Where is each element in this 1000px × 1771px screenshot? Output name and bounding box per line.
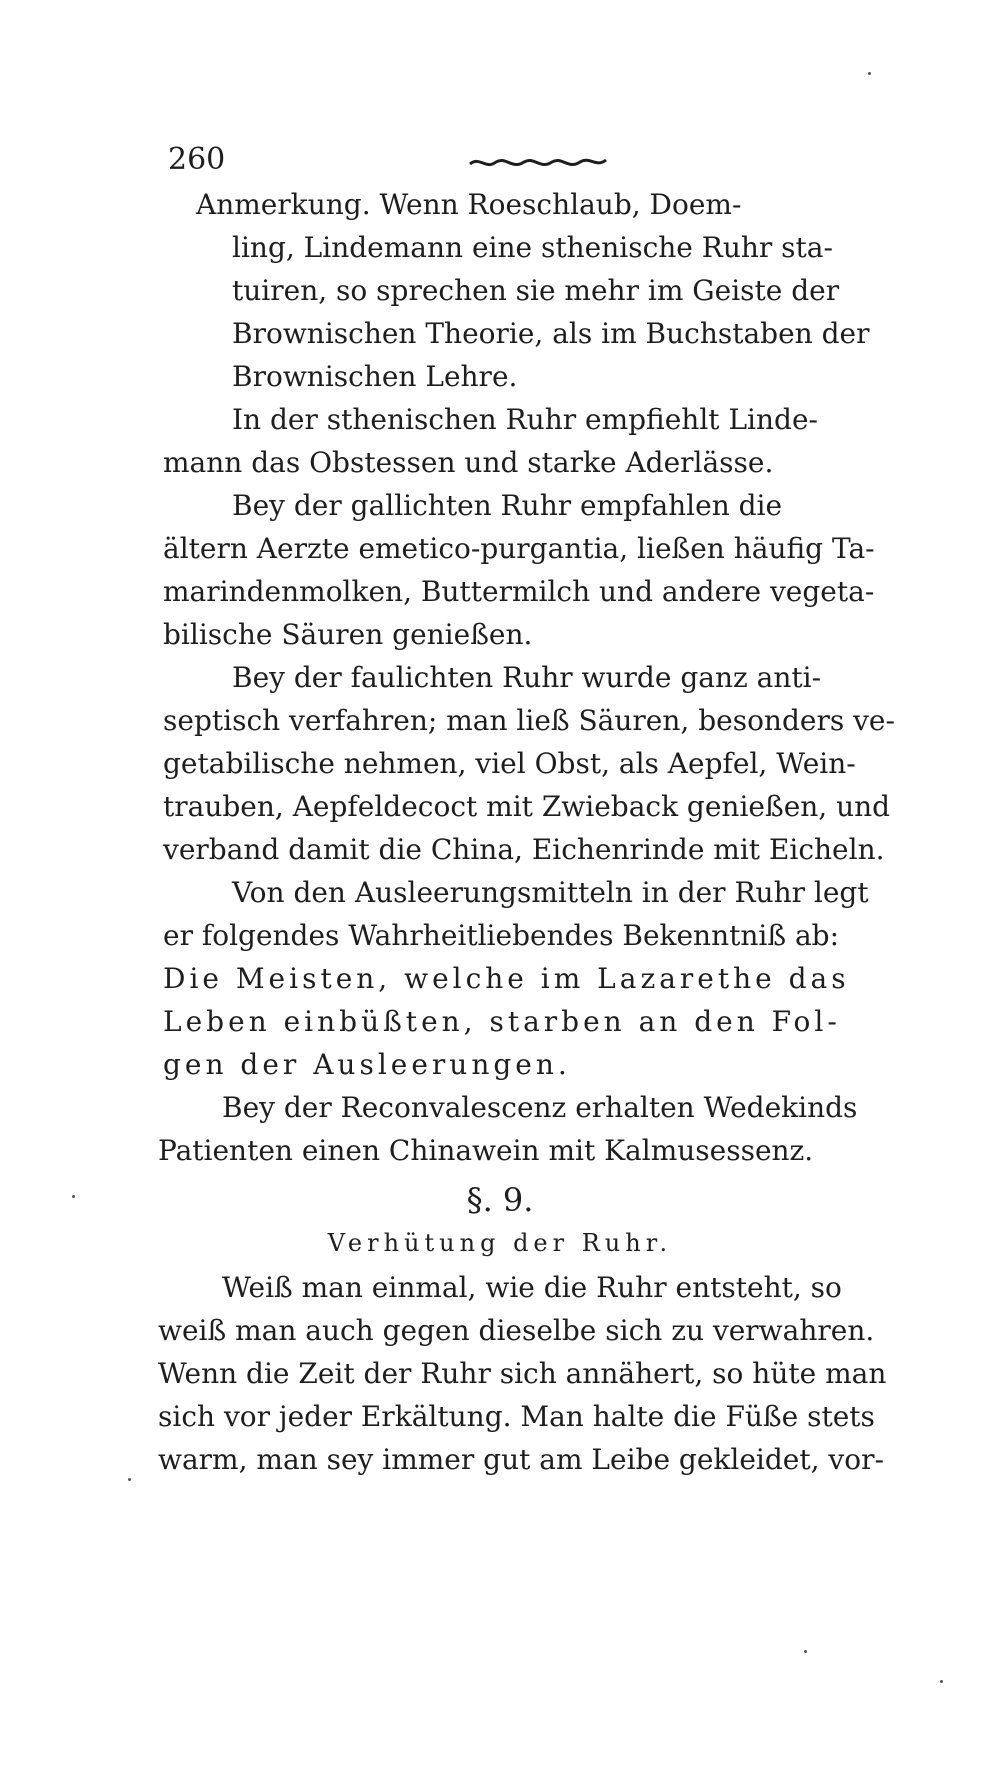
section-heading: Verhütung der Ruhr. bbox=[327, 1229, 673, 1257]
text-line-22: Bey der Reconvalescenz erhalten Wedekinds bbox=[222, 1091, 858, 1124]
paper-speck bbox=[128, 1478, 131, 1481]
text-line-20: Leben einbüßten, starben an den Fol- bbox=[163, 1005, 841, 1038]
paper-speck bbox=[72, 1195, 75, 1198]
text-line-5: Brownischen Lehre. bbox=[232, 360, 518, 393]
paper-speck bbox=[868, 72, 871, 75]
text-line-6: In der sthenischen Ruhr empfiehlt Linde- bbox=[232, 403, 818, 436]
text-line-9: ältern Aerzte emetico-purgantia, ließen häufig Ta- bbox=[163, 532, 875, 565]
text-line-1: Anmerkung. Wenn Roeschlaub, Doem- bbox=[196, 188, 742, 221]
text-line-26: Wenn die Zeit der Ruhr sich annähert, so hüte man bbox=[158, 1357, 887, 1390]
text-line-24: Weiß man einmal, wie die Ruhr entsteht, so bbox=[222, 1271, 842, 1304]
text-line-16: verband damit die China, Eichenrinde mit Eicheln. bbox=[163, 833, 885, 866]
text-line-2: ling, Lindemann eine sthenische Ruhr sta- bbox=[232, 231, 833, 264]
text-line-10: marindenmolken, Buttermilch und andere vegeta- bbox=[163, 575, 875, 608]
section-number: §. 9. bbox=[466, 1181, 534, 1219]
text-line-18: er folgendes Wahrheitliebendes Bekenntniß ab: bbox=[163, 919, 840, 952]
header-ornament bbox=[468, 152, 608, 172]
paper-speck bbox=[804, 1650, 807, 1653]
text-line-28: warm, man sey immer gut am Leibe gekleidet, vor- bbox=[158, 1443, 884, 1476]
text-line-8: Bey der gallichten Ruhr empfahlen die bbox=[232, 489, 783, 522]
text-line-25: weiß man auch gegen dieselbe sich zu verwahren. bbox=[158, 1314, 875, 1347]
text-line-21: gen der Ausleerungen. bbox=[163, 1048, 571, 1081]
page-header bbox=[168, 140, 908, 190]
text-line-4: Brownischen Theorie, als im Buchstaben der bbox=[232, 317, 870, 350]
text-line-12: Bey der faulichten Ruhr wurde ganz anti- bbox=[232, 661, 822, 694]
text-line-19: Die Meisten, welche im Lazarethe das bbox=[163, 962, 850, 995]
text-line-27: sich vor jeder Erkältung. Man halte die Füße stets bbox=[158, 1400, 875, 1433]
text-line-13: septisch verfahren; man ließ Säuren, besonders ve- bbox=[163, 704, 895, 737]
text-line-3: tuiren, so sprechen sie mehr im Geiste der bbox=[232, 274, 840, 307]
text-line-17: Von den Ausleerungsmitteln in der Ruhr legt bbox=[232, 876, 869, 909]
text-line-23: Patienten einen Chinawein mit Kalmusessenz. bbox=[158, 1134, 814, 1167]
paper-speck bbox=[940, 1680, 943, 1683]
page-number: 260 bbox=[168, 142, 226, 177]
text-line-11: bilische Säuren genießen. bbox=[163, 618, 533, 651]
text-line-7: mann das Obstessen und starke Aderlässe. bbox=[163, 446, 774, 479]
text-line-14: getabilische nehmen, viel Obst, als Aepfel, Wein- bbox=[163, 747, 856, 780]
text-line-15: trauben, Aepfeldecoct mit Zwieback genießen, und bbox=[163, 790, 891, 823]
